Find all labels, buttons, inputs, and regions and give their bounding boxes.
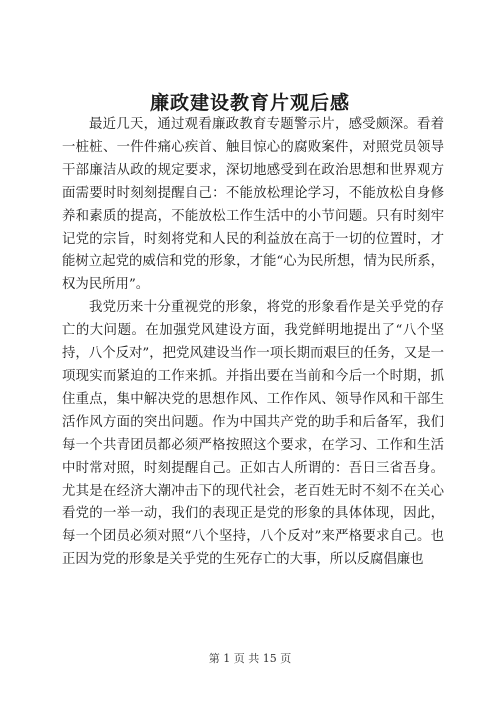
page-number-footer: 第 1 页 共 15 页 — [208, 652, 292, 665]
paragraph-2: 我党历来十分重视党的形象，将党的形象看作是关乎党的存亡的大问题。在加强党风建设方面，我党鲜明地提出了“八个坚持，八个反对”，把党风建设当作一项长期而艰巨的任务，又是一项现实而紧迫的工作来抓。并指出要在当前和今后一个时期，抓住重点，集中解决党的思想作风、工作作风、领导作风和干部生活作风方面的突出问题。作为中国共产党的助手和后备军，我们每一个共青团员都必须严格按照这个要求，在学习、工作和生活中时常对照，时刻提醒自己。正如古人所谓的：吾日三省吾身。尤其是在经济大潮冲击下的现代社会，老百姓无时不刻不在关心看党的一举一动，我们的表现正是党的形象的具体体现，因此，每一个团员必须对照“八个坚持，八个反对”来严格要求自己。也正因为党的形象是关乎党的生死存亡的大事，所以反腐倡廉也 — [62, 300, 444, 568]
paragraph-1: 最近几天，通过观看廉政教育专题警示片，感受颇深。看着一桩桩、一件件痛心疾首、触目惊心的腐败案件，对照党员领导干部廉洁从政的规定要求，深切地感受到在政治思想和世界观方面需要时时刻刻提醒自己：不能放松理论学习，不能放松自身修养和素质的提高，不能放松工作生活中的小节问题。只有时刻牢记党的宗旨，时刻将党和人民的利益放在高于一切的位置时，才能树立起党的威信和党的形象，才能“心为民所想，情为民所系，权为民所用”。 — [62, 117, 444, 293]
document-title: 廉政建设教育片观后感 — [149, 92, 350, 114]
document-body — [62, 114, 444, 572]
